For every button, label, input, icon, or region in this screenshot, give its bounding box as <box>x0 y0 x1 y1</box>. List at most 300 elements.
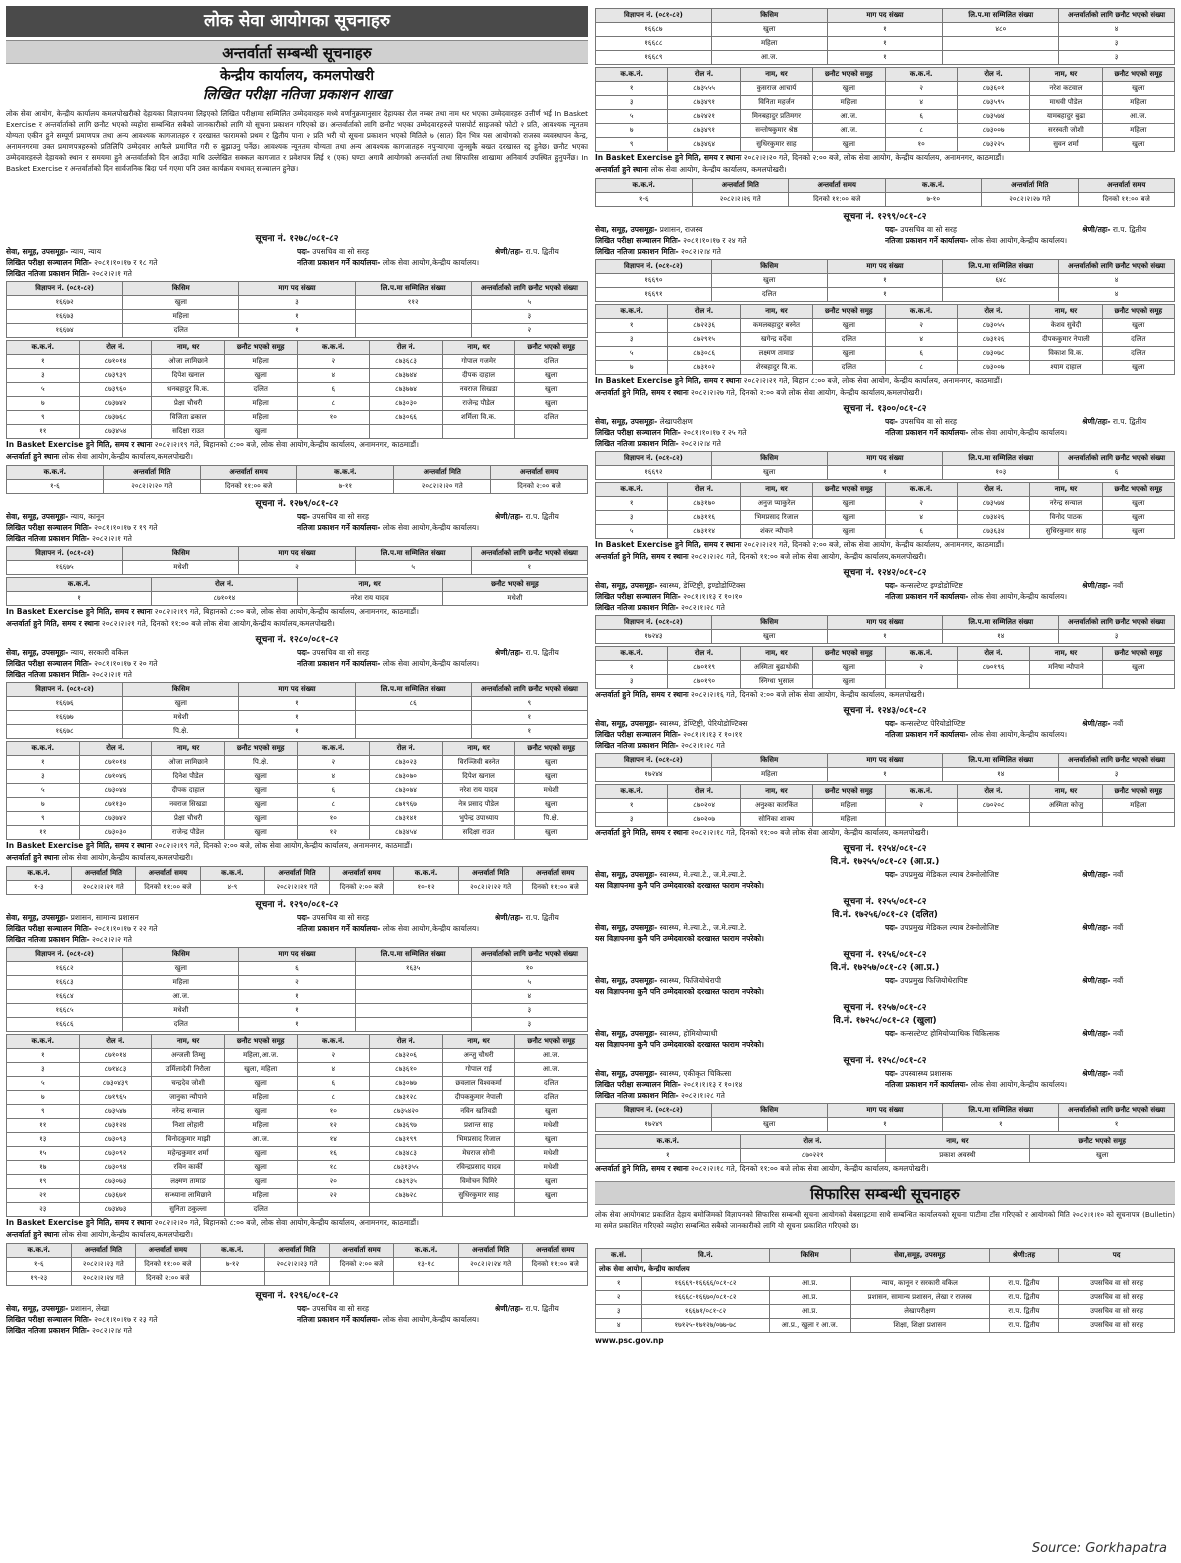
table-cell: ८७३०३० <box>370 396 443 410</box>
table-row <box>7 797 588 811</box>
table-cell: ८७३०७७ <box>370 1076 443 1090</box>
meta-field <box>297 912 495 923</box>
table-cell: २ <box>471 323 587 337</box>
table-cell <box>1102 675 1174 689</box>
table-cell: दिपेश खनाल <box>442 769 515 783</box>
basket-note <box>595 375 1175 387</box>
meta-label: लिखित परीक्षा सञ्चालन मितिः- <box>595 730 681 739</box>
table-cell: खुला <box>224 1174 297 1188</box>
table-cell: सरस्वती जोशी <box>1030 124 1102 138</box>
table-cell: ८७३०५५ <box>957 319 1029 333</box>
result-table <box>6 577 588 606</box>
table-header-cell: नाम, थर <box>740 68 812 82</box>
result-table <box>595 1134 1175 1163</box>
table-cell: १ <box>596 661 668 675</box>
table-cell: श्याम दाहाल <box>1030 361 1102 375</box>
table-cell: खुला <box>515 368 588 382</box>
table-cell: दीपककुमार नेपाली <box>442 1090 515 1104</box>
table-cell: ८७३२०६ <box>370 1048 443 1062</box>
meta-value: लोक सेवा आयोग,केन्द्रीय कार्यालय। <box>968 236 1068 245</box>
meta-label: लिखित नतिजा प्रकाशन मितिः- <box>6 533 90 543</box>
table-cell <box>943 51 1059 65</box>
table-row <box>7 961 588 975</box>
table-row <box>596 288 1175 302</box>
table-cell: ८७३०६६ <box>370 410 443 424</box>
meta-label: नतिजा प्रकाशन गर्ने कार्यालयः- <box>885 730 969 739</box>
table-header-cell: अन्तर्वार्ता समय <box>136 1243 201 1257</box>
table-cell: १ <box>239 696 355 710</box>
table-cell: मधेशी <box>515 1160 588 1174</box>
table-cell: ८ <box>297 797 370 811</box>
table-header-cell: नाम, थर <box>152 340 225 354</box>
table-cell: सुधिरकुमार साह <box>740 138 812 152</box>
table-cell: १ <box>239 309 355 323</box>
table-cell: १७ <box>7 1160 80 1174</box>
table-cell: १६३५ <box>355 961 471 975</box>
table-cell <box>523 1271 588 1285</box>
meta-line <box>6 533 588 544</box>
meta-line <box>6 246 588 257</box>
table-cell: ८७३२२५ <box>957 138 1029 152</box>
table-cell: अनुज प्याकुरेल <box>740 497 812 511</box>
table-header-cell: नाम, थर <box>442 340 515 354</box>
table-cell: ३ <box>1059 768 1175 782</box>
table-header-cell: माग पद संख्या <box>827 616 943 630</box>
table-header-cell: छनौट भएको समूह <box>1102 483 1174 497</box>
recommendation-paragraph: लोक सेवा आयोगबाट प्रकाशित देहाय बमोजिमको विज्ञापनको सिफारिस सम्बन्धी सूचना आयोगको वेबसाइटमा साथै सम्बन्धित कार्यालयको सूचना पाटीमा टाँस गरिएको र आयोगको मिति २०८२।१।१० को सूचनापत्र (Bulletin) मा समेत प्रकाशित गरिएको व्यहोरा सम्बन्धित सबैको जानकारीको लागि यो सूचना प्रकाशित गरिएको छ। <box>595 1210 1175 1230</box>
table-cell: विकाश वि.क. <box>1030 347 1102 361</box>
meta-label: पदः- <box>885 976 898 985</box>
table-cell: छवलाल विश्वकर्मा <box>442 1076 515 1090</box>
table-row <box>596 96 1175 110</box>
table-cell: खुला <box>515 755 588 769</box>
table-header-cell: किसिम <box>123 947 239 961</box>
table-cell: २० <box>297 1174 370 1188</box>
table-header-cell: माग पद संख्या <box>239 546 355 560</box>
table-cell: १४ <box>297 1132 370 1146</box>
table-cell: खुला <box>813 138 885 152</box>
table-cell: विनोदकुमार माझी <box>152 1132 225 1146</box>
meta-value: उपसचिव वा सो सरह <box>309 511 369 521</box>
table-header-cell: अन्तर्वार्ताको लागि छनौट भएको संख्या <box>471 546 587 560</box>
meta-value: रा.प. द्वितीय <box>523 912 559 922</box>
meta-label: श्रेणी/तहः- <box>494 912 524 922</box>
table-cell: ७-१० <box>885 193 982 207</box>
table-cell: १ <box>596 82 668 96</box>
meta-label: नतिजा प्रकाशन गर्ने कार्यालयः- <box>885 592 969 601</box>
table-cell: महिला,आ.ज. <box>224 1048 297 1062</box>
table-cell: १६६७५ <box>7 560 123 574</box>
meta-line <box>595 1079 1175 1090</box>
no-application-message: यस विज्ञापनमा कुनै पनि उम्मेदवारको दरखास्त फाराम नपरेको। <box>595 881 764 890</box>
table-cell: ८७१९६५ <box>79 1090 152 1104</box>
table-cell: अन्जली तिम्सु <box>152 1048 225 1062</box>
meta-field <box>6 1303 297 1314</box>
meta-label: सेवा, समूह, उपसमूहः- <box>595 581 658 590</box>
table-header-cell: नाम, थर <box>1030 785 1102 799</box>
table-header-cell: लि.प.मा सम्मिलित संख्या <box>943 616 1059 630</box>
ad-table <box>6 281 588 338</box>
table-cell <box>515 1202 588 1216</box>
table-cell: प्रेक्षा चौधरी <box>152 811 225 825</box>
meta-field <box>1082 922 1175 933</box>
table-cell <box>885 675 957 689</box>
meta-value: स्वास्थ्य, फिजियोथेरापी <box>657 976 721 985</box>
meta-value: २०८१।१।१३ र १०।११ <box>680 730 743 739</box>
meta-field <box>595 718 885 729</box>
table-cell: आ.प्र. <box>769 1277 850 1291</box>
basket-note <box>6 1217 588 1229</box>
table-header-cell: वि.नं. <box>642 1249 769 1263</box>
meta-value: उपसचिव वा सो सरह <box>309 912 369 922</box>
table-row <box>7 323 588 337</box>
table-cell: खुला <box>711 1118 827 1132</box>
table-cell: खुला <box>711 630 827 644</box>
table-cell: दिनको ११:०० बजे <box>200 479 297 493</box>
table-header-cell: क.क.नं. <box>885 483 957 497</box>
meta-line <box>6 522 588 533</box>
meta-value: उपसचिव वा सो सरह <box>309 1303 369 1313</box>
table-cell: ११२ <box>355 295 471 309</box>
table-header-cell: रोल नं. <box>957 68 1029 82</box>
table-cell: प्रकाश अवस्थी <box>885 1149 1030 1163</box>
table-cell: ५ <box>471 975 587 989</box>
table-header-cell: अन्तर्वार्ताको लागि छनौट भएको संख्या <box>1059 260 1175 274</box>
table-cell: महिला <box>224 354 297 368</box>
table-cell: २०८२।२।२६ गते <box>692 193 789 207</box>
meta-field <box>885 869 1082 880</box>
table-cell: ८७०२०४ <box>668 799 740 813</box>
meta-label: पदः- <box>885 1029 898 1038</box>
table-cell: आ.ज. <box>813 110 885 124</box>
table-cell: महिला <box>813 96 885 110</box>
table-cell: मेघराज सोनी <box>442 1146 515 1160</box>
table-header-cell: नाम, थर <box>885 1135 1030 1149</box>
interview-note <box>595 387 1175 399</box>
table-cell: आ.ज. <box>123 989 239 1003</box>
table-header-cell: अन्तर्वार्ता मिति <box>265 866 330 880</box>
table-cell <box>442 424 515 438</box>
table-cell: दलित <box>224 382 297 396</box>
meta-line <box>595 591 1175 602</box>
result-table <box>595 304 1175 375</box>
basket-label: In Basket Exercise हुने मिति, समय र स्थानः <box>6 1217 153 1227</box>
interview-value: लोक सेवा आयोग, केन्द्रीय कार्यालय, कमलपोखरी। <box>648 165 787 174</box>
table-cell: ८७३४७३ <box>79 1202 152 1216</box>
meta-field <box>297 257 588 268</box>
table-cell: खुला <box>123 961 239 975</box>
table-cell: ८७३०८६ <box>668 347 740 361</box>
interview-place <box>6 852 588 864</box>
table-cell: दलित <box>813 333 885 347</box>
ad-table <box>595 259 1175 302</box>
table-cell: २१ <box>7 1188 80 1202</box>
table-row <box>7 309 588 323</box>
meta-line <box>6 257 588 268</box>
table-cell: २ <box>297 354 370 368</box>
table-cell: २ <box>885 319 957 333</box>
meta-label: सेवा, समूह, उपसमूहः- <box>595 1029 658 1038</box>
meta-field <box>495 647 588 658</box>
interview-label: अन्तर्वार्ता हुने मिति, समय र स्थानः <box>595 690 689 699</box>
table-cell: ९ <box>471 696 587 710</box>
meta-line <box>595 1090 1175 1101</box>
table-header-cell: क.क.नं. <box>297 465 394 479</box>
table-cell: खुला <box>813 511 885 525</box>
table-cell <box>355 710 471 724</box>
table-cell: १६६८३ <box>7 975 123 989</box>
table-cell: खुला <box>1102 497 1174 511</box>
meta-label: पदः- <box>885 870 898 879</box>
meta-field <box>297 923 588 934</box>
basket-value: २०८२।२।१९ गते, बिहानको ८:०० बजे, लोक सेवा आयोग,केन्द्रीय कार्यालय, अनामनगर, काठमाडौं। <box>152 606 419 616</box>
meta-label: सेवा, समूह, उपसमूहः- <box>595 923 658 932</box>
table-cell: १ <box>596 799 668 813</box>
meta-label: श्रेणी/तहः- <box>1082 581 1111 590</box>
meta-value: स्वास्थ्य, डेण्टिष्ट्री, इण्डोडोण्टिक्स <box>657 581 746 590</box>
meta-value: २०८१।१०।१७ र २५ गते <box>680 428 747 437</box>
basket-note <box>595 152 1175 164</box>
table-cell: प्रशान्त साह <box>442 1118 515 1132</box>
table-row <box>596 497 1175 511</box>
table-cell: दिनको ११:०० बजे <box>523 1257 588 1271</box>
meta-value: २०८१।१०।१७ र २४ गते <box>680 236 747 245</box>
meta-label: सेवा, समूह, उपसमूहः- <box>6 511 69 521</box>
table-cell: राजेन्द्र पौडेल <box>152 825 225 839</box>
table-cell: ८६ <box>355 696 471 710</box>
table-cell: मधेशी <box>515 783 588 797</box>
table-header-cell: नाम, थर <box>1030 68 1102 82</box>
table-cell: ४ <box>297 368 370 382</box>
table-header-cell: क.क.नं. <box>7 577 152 591</box>
table-cell: १६६७२ <box>7 295 123 309</box>
table-cell: १० <box>885 138 957 152</box>
table-header-cell: लि.प.मा सम्मिलित संख्या <box>943 754 1059 768</box>
meta-value: २०८२।२।४ गते <box>678 247 721 256</box>
meta-value: न्याय, सरकारी वकिल <box>68 647 129 657</box>
table-cell: १ <box>827 466 943 480</box>
table-cell: ८७३४५४ <box>79 424 152 438</box>
meta-field <box>595 246 1175 257</box>
meta-field <box>6 268 588 279</box>
meta-value: २०८२।१।२८ गते <box>678 603 725 612</box>
meta-field <box>1082 224 1175 235</box>
table-cell: महिला <box>711 37 827 51</box>
table-row <box>7 1174 588 1188</box>
table-cell: ८७०२२१ <box>740 1149 885 1163</box>
meta-value: रा.प. द्वितीय <box>523 1303 559 1313</box>
table-cell: ८७३९३९ <box>79 368 152 382</box>
table-cell: ३ <box>471 1003 587 1017</box>
table-cell: २०८२।२।२४ गते <box>458 1257 523 1271</box>
table-cell: २०८२।२।२० गते <box>394 479 491 493</box>
meta-field <box>6 912 297 923</box>
table-header-cell: माग पद संख्या <box>827 260 943 274</box>
table-cell: कुसराज आचार्य <box>740 82 812 96</box>
meta-field <box>885 975 1082 986</box>
table-row <box>7 880 588 894</box>
table-cell: खगेन्द्र वर्देवा <box>740 333 812 347</box>
table-cell: लक्ष्मण तामाङ <box>740 347 812 361</box>
table-row <box>596 23 1175 37</box>
meta-field <box>885 729 1175 740</box>
table-row <box>7 591 588 605</box>
table-cell: उपसचिव वा सो सरह <box>1059 1291 1175 1305</box>
table-header-cell: छनौट भएको समूह <box>515 1034 588 1048</box>
meta-label: लिखित नतिजा प्रकाशन मितिः- <box>595 247 679 256</box>
table-header-cell: नाम, थर <box>740 785 812 799</box>
table-cell: १८ <box>297 1160 370 1174</box>
table-cell: ६ <box>297 1076 370 1090</box>
meta-label: लिखित नतिजा प्रकाशन मितिः- <box>6 268 90 278</box>
table-cell: १ <box>827 768 943 782</box>
table-cell <box>355 724 471 738</box>
meta-label: श्रेणी/तहः- <box>1082 976 1111 985</box>
table-header-cell: क.क.नं. <box>297 340 370 354</box>
table-cell: ८७३१३५५ <box>370 1160 443 1174</box>
table-row <box>7 1062 588 1076</box>
table-cell: ६ <box>885 347 957 361</box>
meta-field <box>1082 416 1175 427</box>
interview-label: अन्तर्वार्ता हुने मिति, समय र स्थानः <box>6 618 100 628</box>
table-header-cell: छनौट भएको समूह <box>515 340 588 354</box>
table-cell: केशव सुवेदी <box>1030 319 1102 333</box>
table-cell: ८७१०१४ <box>79 1048 152 1062</box>
notice-number: सूचना नं. १२५८/०८१-८२ <box>843 1056 927 1066</box>
table-cell: मधेशी <box>515 1118 588 1132</box>
table-header-cell: रोल नं. <box>957 647 1029 661</box>
table-header-cell: नाम, थर <box>740 647 812 661</box>
meta-label: श्रेणी/तहः- <box>1082 417 1111 426</box>
table-cell: १ <box>471 724 587 738</box>
meta-field <box>595 591 885 602</box>
table-cell: ७-१२ <box>200 1257 265 1271</box>
table-cell: उपसचिव वा सो सरह <box>1059 1319 1175 1333</box>
table-cell: महिला <box>1102 96 1174 110</box>
table-cell: दिनको ११:०० बजे <box>1078 193 1175 207</box>
table-cell: ८७१०१४ <box>79 755 152 769</box>
table-cell: १६६७३ <box>7 309 123 323</box>
table-cell: ४ <box>1059 23 1175 37</box>
meta-label: पदः- <box>885 581 898 590</box>
table-cell: आ.ज. <box>515 1062 588 1076</box>
table-header-cell: विज्ञापन नं. (०८१-८२) <box>7 682 123 696</box>
table-cell: १२ <box>297 825 370 839</box>
meta-line <box>595 922 1175 933</box>
table-cell: ८ <box>297 396 370 410</box>
meta-value: स्वास्थ्य, एकीकृत चिकित्सा <box>657 1069 732 1078</box>
table-header-cell: अन्तर्वार्ताको लागि छनौट भएको संख्या <box>1059 1104 1175 1118</box>
table-cell: मधेशी <box>123 1003 239 1017</box>
interview-note <box>595 551 1175 563</box>
table-header-cell: छनौट भएको समूह <box>813 305 885 319</box>
ad-table <box>595 8 1175 65</box>
basket-note <box>595 539 1175 551</box>
table-cell: ८७३१४१ <box>370 811 443 825</box>
table-cell: सोनिका शाक्य <box>740 813 812 827</box>
table-row <box>596 37 1175 51</box>
table-header-cell: रोल नं. <box>957 305 1029 319</box>
meta-field <box>1082 975 1175 986</box>
table-header-cell: क.क.नं. <box>885 179 982 193</box>
table-cell: १०-१२ <box>394 880 459 894</box>
table-cell: नवराज सिखडा <box>152 797 225 811</box>
table-cell: आ.प्र. <box>769 1291 850 1305</box>
ad-table <box>595 1103 1175 1132</box>
meta-value: प्रशासन, सामान्य प्रशासन <box>68 912 139 922</box>
meta-value: कन्सल्टेण्ट होमियोप्याथिक चिकित्सक <box>897 1029 1000 1038</box>
table-header-cell: अन्तर्वार्ताको लागि छनौट भएको संख्या <box>1059 616 1175 630</box>
table-cell: ३ <box>596 1305 642 1319</box>
table-cell: प्रेक्षा चौधरी <box>152 396 225 410</box>
table-cell: १६६७७ <box>7 710 123 724</box>
interview-label: अन्तर्वार्ता हुने मिति, समय र स्थानः <box>595 1164 689 1173</box>
table-header-cell: नाम, थर <box>1030 483 1102 497</box>
table-cell: १ <box>7 591 152 605</box>
table-cell: सदिक्षा राउत <box>442 825 515 839</box>
table-cell: खुला <box>123 295 239 309</box>
table-cell: अस्मिता कोजु <box>1030 799 1102 813</box>
table-cell: २२ <box>297 1188 370 1202</box>
table-cell: ८७२४२१ <box>668 110 740 124</box>
table-cell: रविन कार्की <box>152 1160 225 1174</box>
table-row <box>596 274 1175 288</box>
table-row <box>596 138 1175 152</box>
result-table <box>6 340 588 439</box>
meta-label: लिखित परीक्षा सञ्चालन मितिः- <box>6 522 92 532</box>
table-header-cell: विज्ञापन नं. (०८१-८२) <box>596 9 712 23</box>
meta-value: नवौं <box>1110 923 1124 932</box>
table-row <box>7 825 588 839</box>
table-row <box>596 1277 1175 1291</box>
meta-field <box>885 1068 1082 1079</box>
table-cell: भिमप्रसाद रिजाल <box>740 511 812 525</box>
table-cell: १७२४९ <box>596 1118 712 1132</box>
table-cell: खुला <box>224 1160 297 1174</box>
meta-label: नतिजा प्रकाशन गर्ने कार्यालयः- <box>885 1080 969 1089</box>
table-header-cell: क.सं. <box>596 1249 642 1263</box>
notice-number: सूचना नं. १२५४/०८१-८२ <box>843 844 927 854</box>
advert-number: वि.नं. १७२५५/०८१-८२ (आ.प्र.) <box>830 857 940 867</box>
meta-label: पदः- <box>297 511 310 521</box>
table-row <box>596 333 1175 347</box>
meta-value: २०८२।१।२८ गते <box>678 1091 725 1100</box>
meta-line <box>6 658 588 669</box>
table-cell: महिला <box>1102 124 1174 138</box>
meta-value: रा.प. द्वितीय <box>523 511 559 521</box>
table-header-cell: अन्तर्वार्ता मिति <box>71 866 136 880</box>
table-cell: १६६८२ <box>7 961 123 975</box>
table-cell: ८७३०९२ <box>79 1146 152 1160</box>
table-cell: ३ <box>596 675 668 689</box>
result-table <box>595 67 1175 152</box>
table-header-cell: रोल नं. <box>957 785 1029 799</box>
interview-place <box>6 1229 588 1241</box>
table-header-cell: रोल नं. <box>668 785 740 799</box>
table-row <box>7 1132 588 1146</box>
table-cell: ३ <box>471 1017 587 1031</box>
table-header-cell: अन्तर्वार्ता मिति <box>103 465 200 479</box>
meta-label: लिखित परीक्षा सञ्चालन मितिः- <box>595 428 681 437</box>
table-row <box>7 975 588 989</box>
table-cell: खुला <box>1102 661 1174 675</box>
basket-value: २०८२।२।१९ गते, बिहानको ८:०० बजे, लोक सेवा आयोग,केन्द्रीय कार्यालय, अनामनगर, काठमाडौं। <box>152 439 419 449</box>
table-cell <box>370 424 443 438</box>
table-cell: पि.क्षे. <box>123 724 239 738</box>
table-cell: ४ <box>297 769 370 783</box>
table-header-cell: क.क.नं. <box>7 866 72 880</box>
meta-field <box>595 427 885 438</box>
